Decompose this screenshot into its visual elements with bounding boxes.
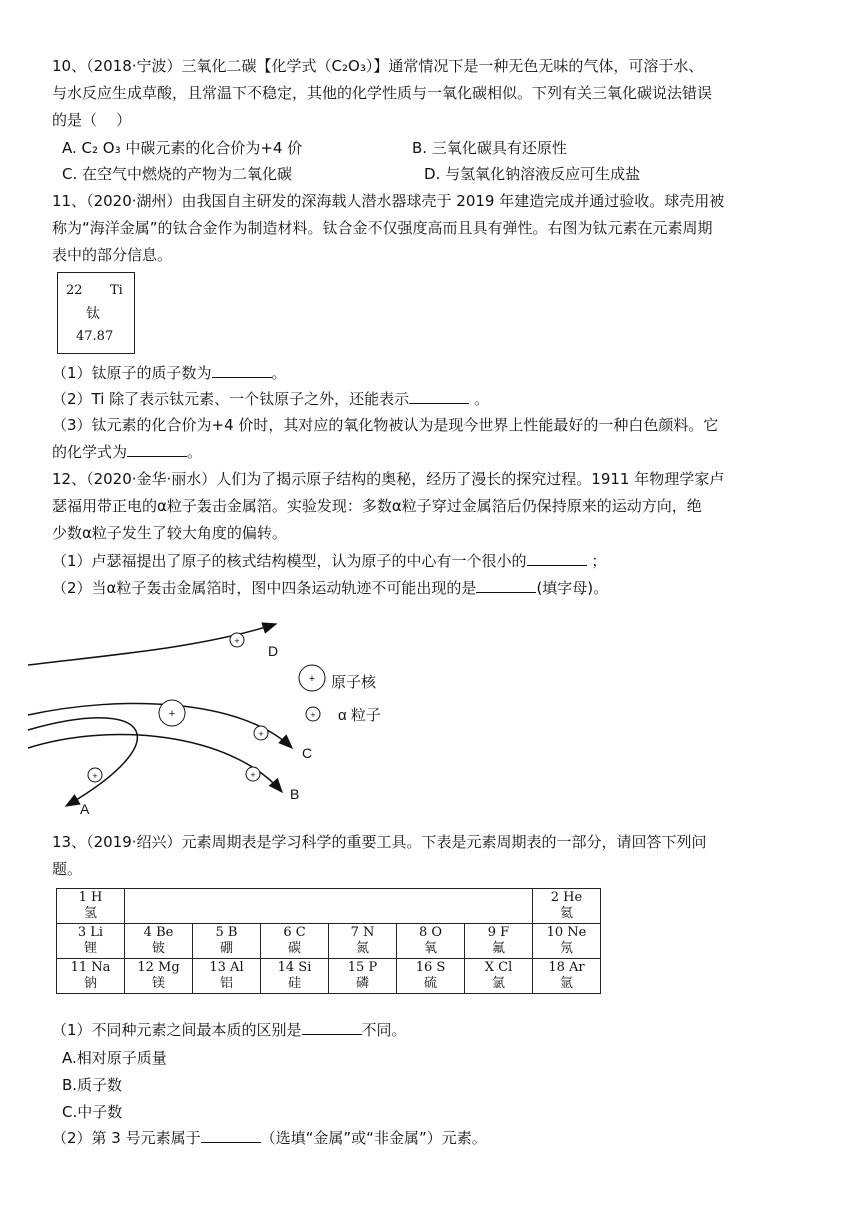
q12-stem-line3: 少数α粒子发生了较大角度的偏转。 [52, 524, 287, 542]
trajectory-a [28, 718, 137, 806]
element-number-symbol: 6 C [283, 925, 306, 940]
trajectory-b [28, 735, 282, 792]
element-chinese-name: 钠 [83, 976, 97, 991]
element-number-symbol: 2 He [550, 890, 583, 905]
periodic-table-gap [125, 889, 533, 924]
tile-atomic-mass: 47.87 [76, 329, 114, 344]
svg-text:+: + [310, 710, 316, 720]
q12-sub1: （1）卢瑟福提出了原子的核式结构模型，认为原子的中心有一个很小的 ； [52, 552, 607, 570]
q11-stem-line1: 11、（2020·湖州）由我国自主研发的深海载人潜水器球壳于 2019 年建造完成并通过验收。球壳用被 [52, 192, 725, 210]
element-cell [193, 924, 261, 959]
element-chinese-name: 氟 [491, 941, 505, 956]
q13-stem-line2: 题。 [52, 860, 83, 878]
element-chinese-name: 氩 [559, 976, 573, 991]
tile-symbol: Ti [110, 283, 123, 298]
q13-sub2: （2）第 3 号元素属于 （选填“金属”或“非金属”）元素。 [52, 1129, 487, 1147]
element-number-symbol: 3 Li [77, 925, 104, 940]
element-cell [533, 959, 601, 994]
element-number-symbol: 7 N [350, 925, 375, 940]
element-chinese-name: 铍 [151, 941, 165, 956]
element-cell [57, 924, 125, 959]
q13-sub1: （1）不同种元素之间最本质的区别是 不同。 [52, 1021, 407, 1039]
svg-text:+: + [168, 708, 176, 720]
element-cell [465, 924, 533, 959]
element-cell [329, 924, 397, 959]
tile-atomic-number: 22 [66, 283, 83, 298]
q10-option-d: D. 与氢氧化钠溶液反应可生成盐 [424, 165, 641, 183]
element-number-symbol: 9 F [487, 925, 510, 940]
element-number-symbol: 16 S [415, 960, 446, 975]
element-cell [261, 959, 329, 994]
element-number-symbol: 11 Na [70, 960, 111, 975]
q11-sub2: （2）Ti 除了表示钛元素、一个钛原子之外，还能表示 。 [52, 390, 489, 408]
periodic-table-row [57, 924, 601, 959]
answer-blank[interactable] [476, 578, 536, 593]
element-cell [57, 959, 125, 994]
svg-text:+: + [308, 673, 316, 685]
element-number-symbol: 14 Si [277, 960, 312, 975]
titanium-element-tile [57, 272, 135, 354]
element-cell [125, 924, 193, 959]
element-chinese-name: 碳 [287, 941, 301, 956]
element-chinese-name: 锂 [83, 941, 97, 956]
q12-sub2: （2）当α粒子轰击金属箔时，图中四条运动轨迹不可能出现的是 (填字母)。 [52, 579, 609, 597]
q13-option-c: C.中子数 [62, 1103, 123, 1121]
svg-text:+: + [250, 770, 256, 780]
element-cell [193, 959, 261, 994]
element-chinese-name: 氮 [355, 941, 369, 956]
element-chinese-name: 镁 [151, 976, 165, 991]
q10-stem-line1: 10、（2018·宁波）三氧化二碳【化学式（C₂O₃）】通常情况下是一种无色无味的气体，可溶于水、 [52, 57, 704, 75]
svg-text:+: + [92, 771, 98, 781]
q11-sub1: （1）钛原子的质子数为 。 [52, 364, 287, 382]
q10-option-b: B. 三氧化碳具有还原性 [412, 139, 567, 157]
element-chinese-name: 硫 [423, 976, 437, 991]
svg-text:+: + [258, 729, 264, 739]
element-number-symbol: 4 Be [143, 925, 174, 940]
label-c: C [302, 745, 313, 761]
periodic-table-row [57, 889, 601, 924]
element-cell [533, 924, 601, 959]
element-number-symbol: 13 Al [209, 960, 244, 975]
element-cell [125, 959, 193, 994]
q10-option-c: C. 在空气中燃烧的产物为二氧化碳 [62, 165, 293, 183]
element-number-symbol: 8 O [418, 925, 443, 940]
element-chinese-name: 铝 [219, 976, 233, 991]
element-chinese-name: 氢 [83, 906, 97, 921]
element-number-symbol: 5 B [215, 925, 238, 940]
element-chinese-name: 磷 [355, 976, 369, 991]
q13-option-a: A.相对原子质量 [62, 1049, 167, 1067]
element-cell [261, 924, 329, 959]
element-number-symbol: 18 Ar [548, 960, 585, 975]
q10-stem-line2: 与水反应生成草酸，且常温下不稳定，其他的化学性质与一氧化碳相似。下列有关三氧化碳说法错误 [52, 84, 713, 102]
answer-blank[interactable] [127, 442, 187, 457]
q11-sub3-line2: 的化学式为 。 [52, 443, 203, 461]
element-number-symbol: 1 H [78, 890, 103, 905]
q13-stem-line1: 13、（2019·绍兴）元素周期表是学习科学的重要工具。下表是元素周期表的一部分，请回答下列问 [52, 833, 707, 851]
periodic-table-row [57, 959, 601, 994]
answer-blank[interactable] [212, 363, 272, 378]
answer-blank[interactable] [527, 551, 587, 566]
label-a: A [80, 801, 90, 817]
tile-name: 钛 [86, 306, 100, 322]
element-cell [329, 959, 397, 994]
element-chinese-name: 氖 [559, 941, 573, 956]
element-number-symbol: X Cl [484, 960, 513, 975]
element-cell [533, 889, 601, 924]
alpha-scattering-diagram [0, 600, 860, 825]
element-cell [397, 924, 465, 959]
legend-alpha-label: α 粒子 [338, 707, 381, 724]
q10-stem-line3: 的是（ ） [52, 111, 132, 129]
q10-option-a: A. C₂ O₃ 中碳元素的化合价为+4 价 [62, 139, 303, 157]
legend-nucleus-label: 原子核 [331, 674, 377, 691]
answer-blank[interactable] [302, 1020, 362, 1035]
element-chinese-name: 硼 [219, 941, 233, 956]
element-number-symbol: 15 P [347, 960, 378, 975]
q12-stem-line2: 瑟福用带正电的α粒子轰击金属箔。实验发现：多数α粒子穿过金属箔后仍保持原来的运动方向，绝 [52, 497, 702, 515]
element-number-symbol: 10 Ne [546, 925, 587, 940]
periodic-table [56, 888, 601, 994]
element-chinese-name: 硅 [287, 976, 301, 991]
q11-stem-line3: 表中的部分信息。 [52, 246, 173, 264]
q12-stem-line1: 12、（2020·金华·丽水）人们为了揭示原子结构的奥秘，经历了漫长的探究过程。1911 年物理学家卢 [52, 470, 725, 488]
label-d: D [268, 643, 279, 659]
svg-text:+: + [234, 636, 240, 646]
q11-sub3-line1: （3）钛元素的化合价为+4 价时，其对应的氧化物被认为是现今世界上性能最好的一种白色颜料。它 [52, 416, 719, 434]
element-chinese-name: 氧 [423, 941, 437, 956]
element-number-symbol: 12 Mg [137, 960, 180, 975]
element-cell [57, 889, 125, 924]
label-b: B [290, 786, 300, 802]
q13-option-b: B.质子数 [62, 1076, 123, 1094]
q11-stem-line2: 称为“海洋金属”的钛合金作为制造材料。钛合金不仅强度高而且具有弹性。右图为钛元素在元素周期 [52, 219, 713, 237]
answer-blank[interactable] [201, 1128, 261, 1143]
element-chinese-name: 氯 [491, 976, 505, 991]
element-cell [397, 959, 465, 994]
element-chinese-name: 氦 [559, 906, 573, 921]
element-cell [465, 959, 533, 994]
answer-blank[interactable] [409, 389, 469, 404]
